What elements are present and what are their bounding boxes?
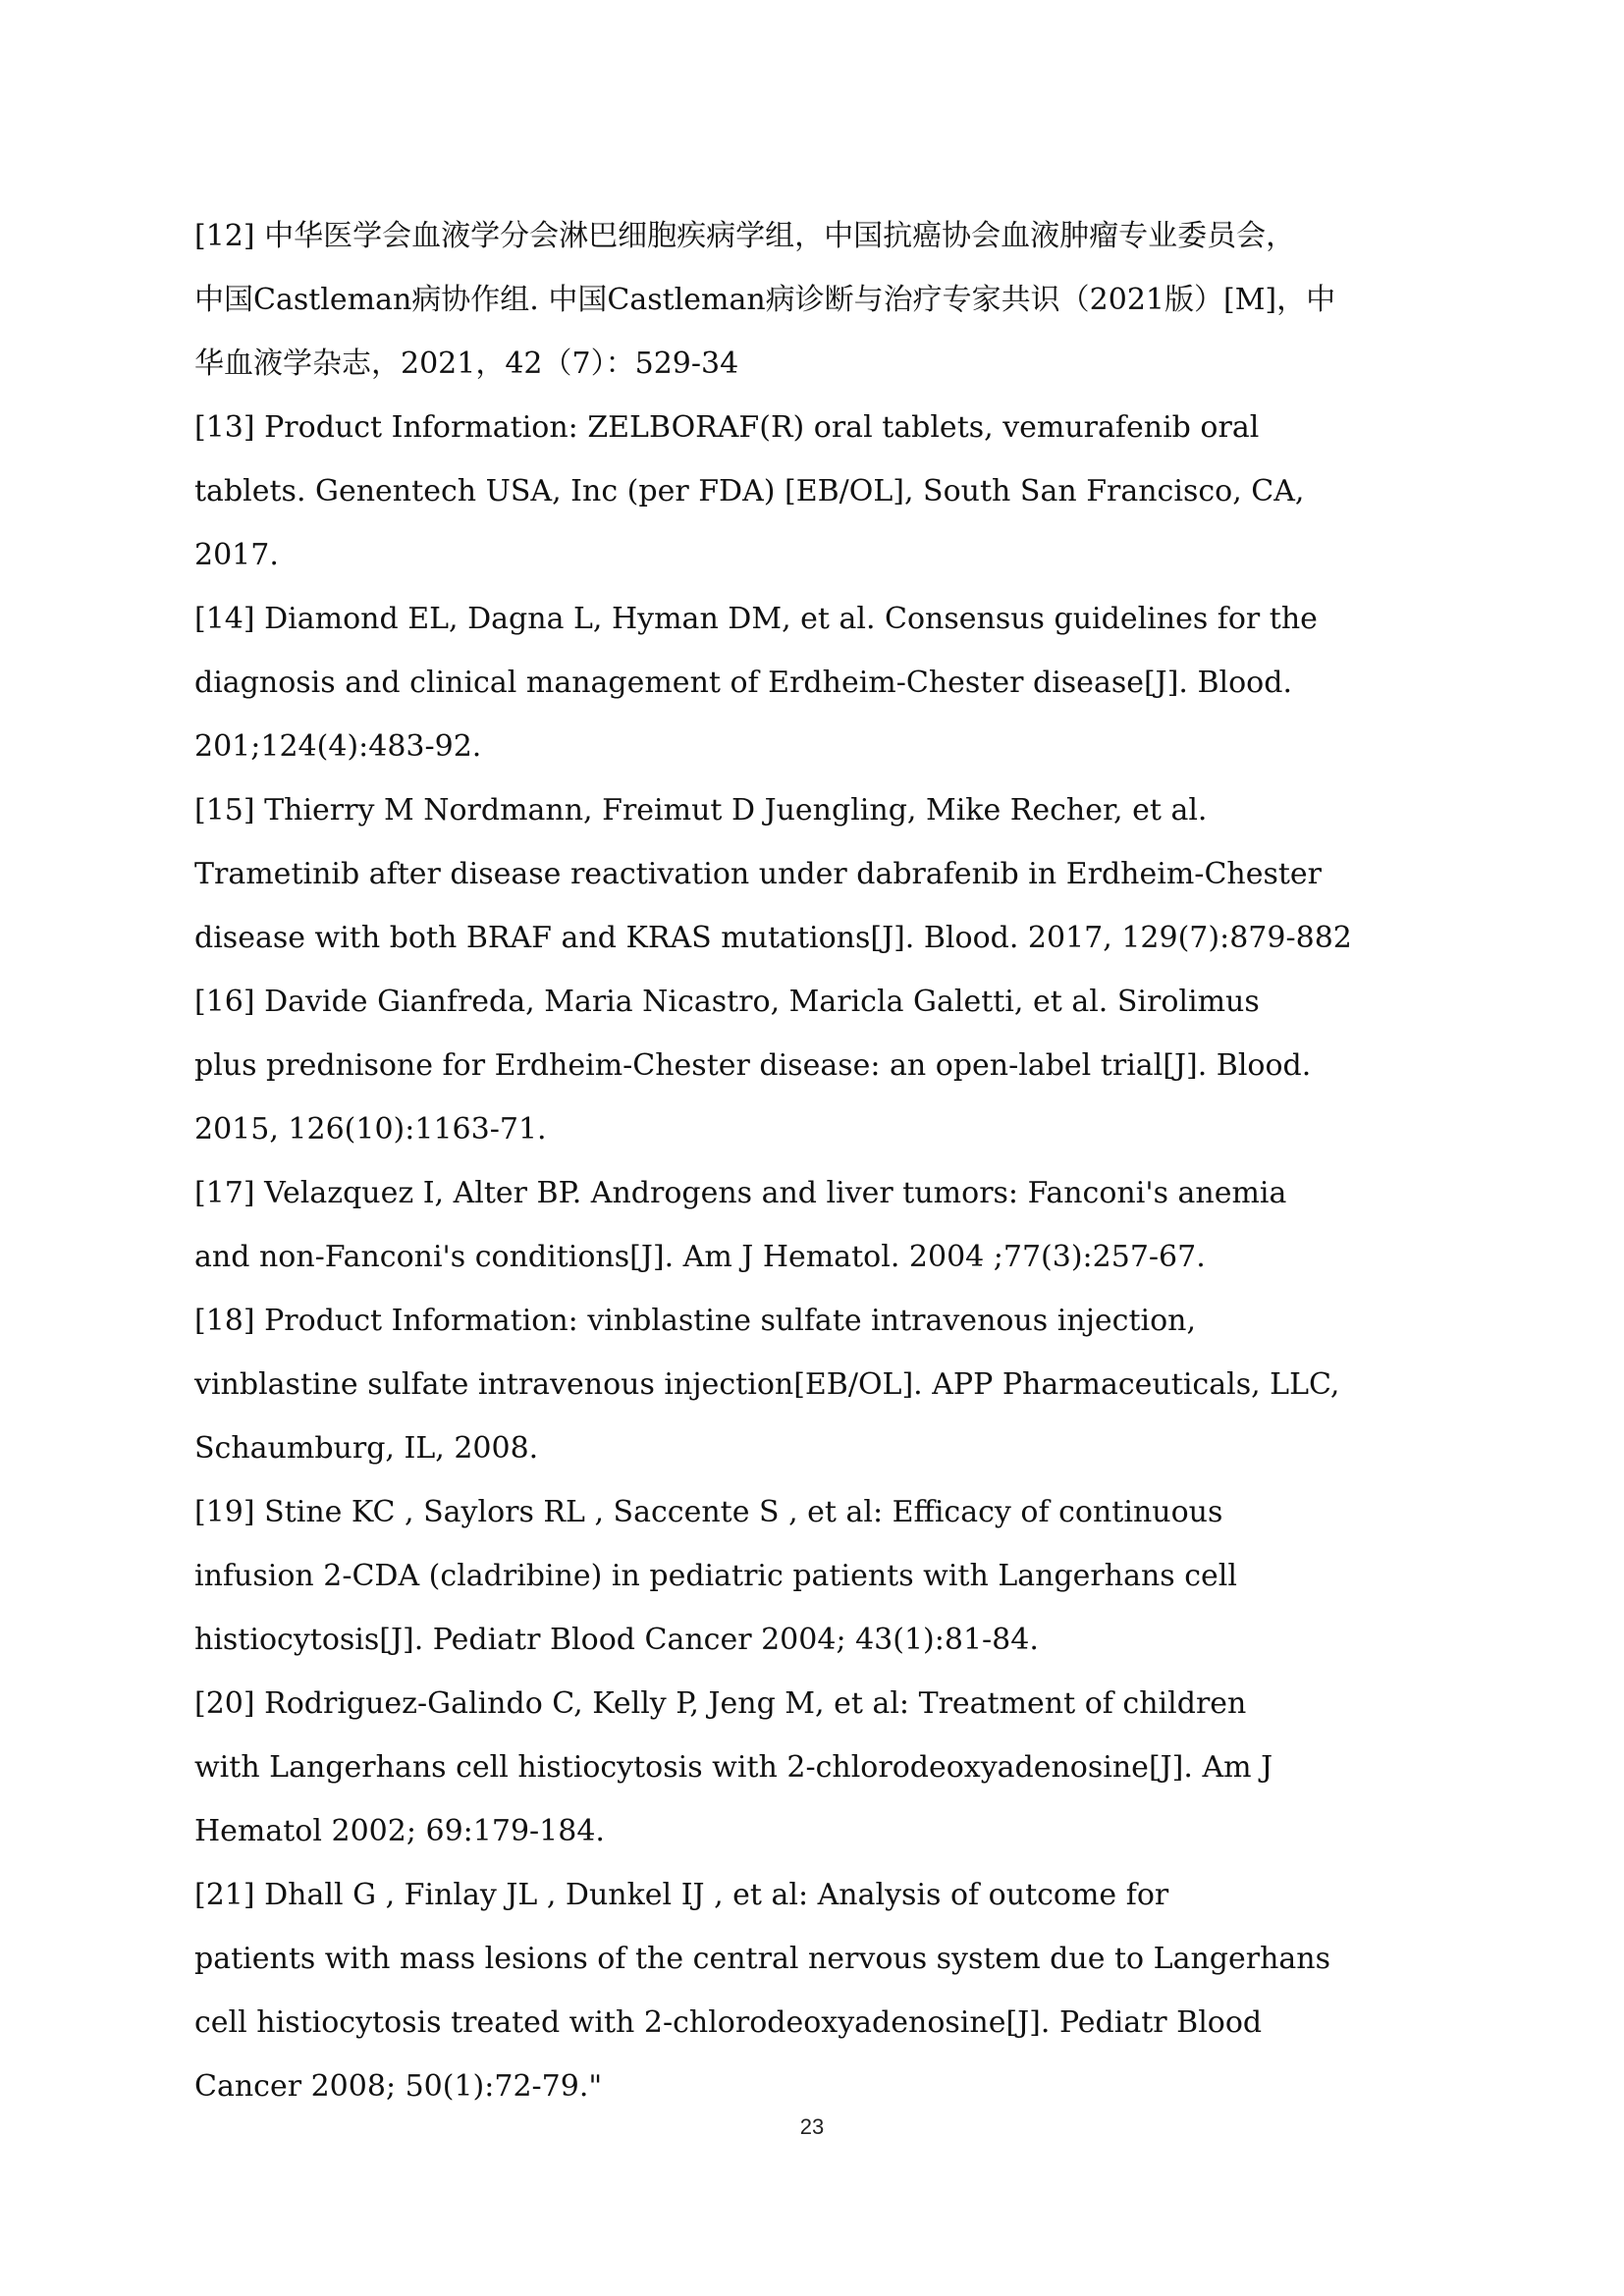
reference-line: [13] Product Information: ZELBORAF(R) oral tablets, vemurafenib oral [194, 410, 1260, 445]
reference-line: plus prednisone for Erdheim-Chester disease: an open-label trial[J]. Blood. [194, 1048, 1312, 1083]
page-number: 23 [799, 2114, 825, 2139]
reference-entry-13 [194, 396, 1451, 587]
reference-line: 中国Castleman病协作组. 中国Castleman病诊断与治疗专家共识（2021版）[M]，中 [194, 283, 1336, 317]
reference-line: tablets. Genentech USA, Inc (per FDA) [EB/OL], South San Francisco, CA, [194, 474, 1305, 508]
reference-entry-20 [194, 1672, 1451, 1863]
reference-line: 2017. [194, 538, 279, 572]
reference-line: [17] Velazquez I, Alter BP. Androgens and liver tumors: Fanconi's anemia [194, 1176, 1287, 1210]
reference-line: [18] Product Information: vinblastine sulfate intravenous injection, [194, 1304, 1197, 1338]
reference-line: [20] Rodriguez-Galindo C, Kelly P, Jeng M, et al: Treatment of children [194, 1686, 1247, 1721]
reference-entry-16 [194, 970, 1451, 1161]
reference-line: Hematol 2002; 69:179-184. [194, 1814, 605, 1848]
reference-entry-18 [194, 1289, 1451, 1480]
reference-line: infusion 2-CDA (cladribine) in pediatric patients with Langerhans cell [194, 1559, 1237, 1593]
reference-line: disease with both BRAF and KRAS mutations[J]. Blood. 2017, 129(7):879-882 [194, 921, 1352, 955]
reference-line: [19] Stine KC , Saylors RL , Saccente S , et al: Efficacy of continuous [194, 1495, 1223, 1529]
reference-line: histiocytosis[J]. Pediatr Blood Cancer 2004; 43(1):81-84. [194, 1623, 1039, 1657]
reference-line: with Langerhans cell histiocytosis with 2-chlorodeoxyadenosine[J]. Am J [194, 1750, 1273, 1785]
reference-line: 201;124(4):483-92. [194, 729, 482, 764]
reference-line: Trametinib after disease reactivation under dabrafenib in Erdheim-Chester [194, 857, 1323, 891]
reference-entry-15 [194, 778, 1451, 970]
reference-entry-21 [194, 1863, 1451, 2118]
reference-line: and non-Fanconi's conditions[J]. Am J Hematol. 2004 ;77(3):257-67. [194, 1240, 1206, 1274]
reference-line: vinblastine sulfate intravenous injection[EB/OL]. APP Pharmaceuticals, LLC, [194, 1367, 1340, 1402]
reference-line: [12] 中华医学会血液学分会淋巴细胞疾病学组，中国抗癌协会血液肿瘤专业委员会， [194, 219, 1296, 253]
reference-line: patients with mass lesions of the central nervous system due to Langerhans [194, 1942, 1330, 1976]
reference-line: [16] Davide Gianfreda, Maria Nicastro, Maricla Galetti, et al. Sirolimus [194, 985, 1260, 1019]
reference-line: [15] Thierry M Nordmann, Freimut D Juengling, Mike Recher, et al. [194, 793, 1208, 828]
reference-entry-17 [194, 1161, 1451, 1289]
reference-line: [21] Dhall G , Finlay JL , Dunkel IJ , et al: Analysis of outcome for [194, 1878, 1169, 1912]
reference-line: diagnosis and clinical management of Erdheim-Chester disease[J]. Blood. [194, 666, 1292, 700]
reference-entry-19 [194, 1480, 1451, 1672]
reference-line: Cancer 2008; 50(1):72-79." [194, 2069, 603, 2104]
reference-line: cell histiocytosis treated with 2-chlorodeoxyadenosine[J]. Pediatr Blood [194, 2005, 1263, 2040]
reference-entry-14 [194, 587, 1451, 778]
reference-entry-12 [194, 204, 1451, 396]
reference-line: Schaumburg, IL, 2008. [194, 1431, 539, 1466]
reference-line: 2015, 126(10):1163-71. [194, 1112, 547, 1147]
reference-list [194, 204, 1451, 2118]
reference-line: 华血液学杂志，2021，42（7）：529-34 [194, 347, 739, 381]
reference-line: [14] Diamond EL, Dagna L, Hyman DM, et al. Consensus guidelines for the [194, 602, 1318, 636]
